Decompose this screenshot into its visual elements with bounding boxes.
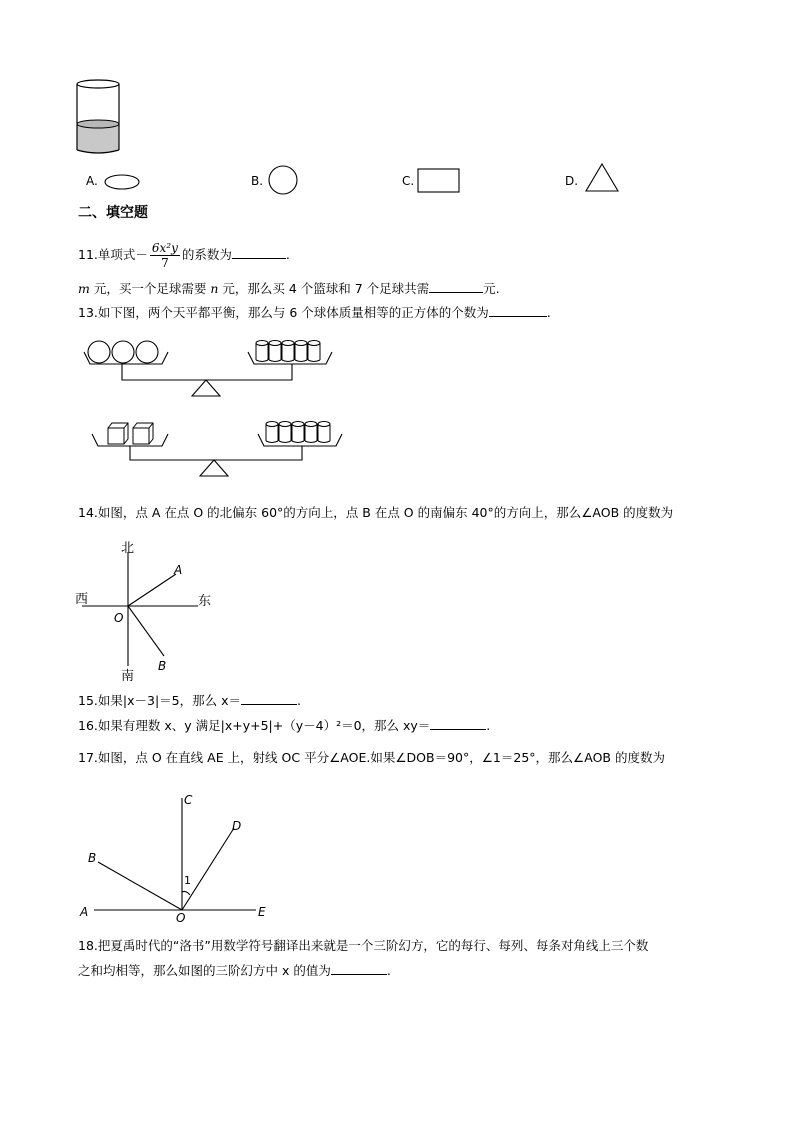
angle-point-a-label: A — [80, 905, 89, 919]
q13-answer-blank — [489, 304, 547, 317]
angle-point-b-label: B — [88, 851, 97, 865]
option-b-label: B. — [251, 174, 264, 188]
angle-figure — [76, 790, 286, 922]
point-o-label: O — [114, 611, 124, 625]
angle-1-label: 1 — [184, 874, 191, 887]
balance-2-beam — [130, 446, 302, 460]
angle-1-arc — [182, 891, 190, 895]
angle-point-c-label: C — [184, 793, 193, 807]
small-cylinder-icon — [256, 341, 268, 362]
q12-var-m: m — [78, 281, 90, 296]
small-cylinder-icon — [292, 422, 304, 443]
ball-icon — [136, 341, 158, 363]
cylinder-top-rim — [77, 80, 119, 88]
cube-icon — [108, 423, 128, 444]
small-cylinder-icon — [266, 422, 278, 443]
compass-figure — [74, 538, 224, 688]
balance-2-left-pan — [92, 434, 168, 446]
cube-icon — [133, 423, 153, 444]
question-14: 14.如图，点 A 在点 O 的北偏东 60°的方向上，点 B 在点 O 的南偏东 40°的方向上，那么∠AOB 的度数为 — [78, 505, 674, 520]
option-c-rectangle-icon — [417, 168, 461, 194]
q11-suffix: 的系数为 — [181, 247, 232, 262]
cylinder-block-group — [256, 341, 320, 362]
cylinder-figure — [70, 76, 126, 160]
ray-oa — [128, 574, 176, 606]
section-heading: 二、填空题 — [78, 205, 148, 221]
q11-fraction-denominator: 7 — [161, 256, 169, 270]
q16-end: . — [486, 718, 491, 733]
q13-text: 13.如下图，两个天平都平衡，那么与 6 个球体质量相等的正方体的个数为 — [78, 305, 489, 320]
small-cylinder-icon — [279, 422, 291, 443]
q15-text: 15.如果|x－3|＝5，那么 x＝ — [78, 693, 241, 708]
question-15 — [78, 692, 301, 709]
option-a-label: A. — [86, 174, 98, 188]
q11-end: . — [285, 247, 290, 262]
question-11 — [78, 240, 290, 270]
q12-answer-blank — [429, 280, 483, 293]
q12-part1: 元，买一个足球需要 — [89, 281, 211, 296]
q12-end: 元. — [483, 281, 500, 296]
ball-icon — [112, 341, 134, 363]
q11-fraction — [150, 241, 180, 270]
question-13 — [78, 304, 551, 321]
q11-answer-blank — [232, 246, 286, 259]
q13-end: . — [546, 305, 551, 320]
ray-ob — [98, 862, 182, 910]
balance-scale-2 — [86, 414, 356, 482]
cylinder-block-group — [266, 422, 330, 443]
ray-ob — [128, 606, 164, 656]
q15-end: . — [296, 693, 301, 708]
compass-south-label: 南 — [121, 669, 135, 684]
q11-fraction-numerator: 6x²y — [151, 241, 178, 255]
question-16 — [78, 717, 490, 734]
cylinder-liquid-surface — [77, 120, 119, 128]
option-a-ellipse-icon — [103, 173, 141, 191]
angle-point-o-label: O — [176, 911, 186, 922]
angle-point-e-label: E — [258, 905, 266, 919]
option-b-circle-icon — [266, 164, 300, 196]
balance-1-right-pan — [248, 352, 332, 364]
q18-line-2-text: 之和均相等，那么如图的三阶幻方中 x 的值为 — [78, 963, 331, 978]
ray-od — [182, 828, 234, 910]
balance-1-beam — [122, 364, 292, 380]
q12-part2: 元，那么买 4 个篮球和 7 个足球共需 — [218, 281, 430, 296]
q18-answer-blank — [331, 962, 387, 975]
small-cylinder-icon — [295, 341, 307, 362]
point-b-label: B — [158, 659, 167, 673]
option-d-label: D. — [565, 174, 579, 188]
q18-end: . — [386, 963, 391, 978]
q12-var-n: n — [210, 281, 219, 296]
question-18-line-1: 18.把夏禹时代的“洛书”用数学符号翻译出来就是一个三阶幻方，它的每行、每列、每条对角线上三个数 — [78, 938, 649, 953]
question-18-line-2 — [78, 962, 391, 979]
option-d-triangle-icon — [584, 162, 620, 194]
question-12 — [78, 280, 500, 297]
q16-answer-blank — [430, 717, 486, 730]
balance-scale-1 — [78, 334, 348, 400]
point-a-label: A — [174, 563, 183, 577]
small-cylinder-icon — [308, 341, 320, 362]
question-17: 17.如图，点 O 在直线 AE 上，射线 OC 平分∠AOE.如果∠DOB＝90°，∠1＝25°，那么∠AOB 的度数为 — [78, 750, 665, 765]
small-cylinder-icon — [269, 341, 281, 362]
q16-text: 16.如果有理数 x、y 满足|x+y+5|+（y－4）²＝0，那么 xy＝ — [78, 718, 431, 733]
q11-prefix: 11.单项式－ — [78, 247, 148, 262]
small-cylinder-icon — [318, 422, 330, 443]
balance-2-fulcrum — [200, 460, 228, 476]
compass-west-label: 西 — [75, 592, 89, 607]
q15-answer-blank — [241, 692, 297, 705]
small-cylinder-icon — [305, 422, 317, 443]
angle-point-d-label: D — [232, 819, 242, 833]
balance-2-right-pan — [258, 434, 342, 446]
compass-north-label: 北 — [121, 541, 135, 556]
small-cylinder-icon — [282, 341, 294, 362]
ball-icon — [88, 341, 110, 363]
option-c-label: C. — [402, 174, 415, 188]
compass-east-label: 东 — [198, 594, 212, 609]
balance-1-fulcrum — [192, 380, 220, 396]
